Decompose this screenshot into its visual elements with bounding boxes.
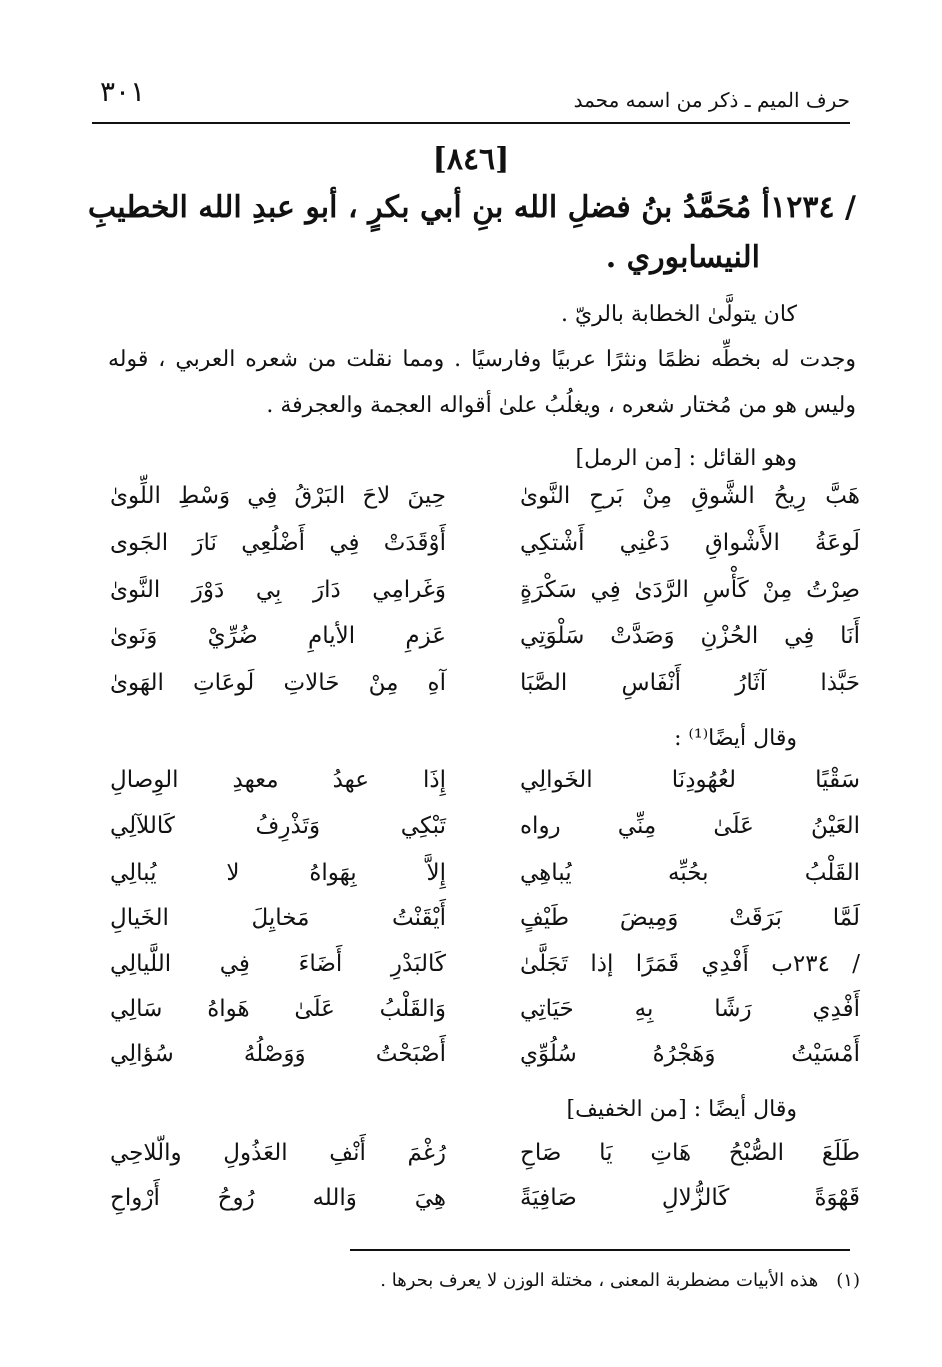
poem-3-intro: وقال أيضًا : [من الخفيف]: [566, 1097, 797, 1122]
entry-number: [٨٤٦]: [432, 142, 510, 177]
header-divider: [92, 122, 850, 124]
poem-2-intro: وقال أيضًا⁽¹⁾ :: [674, 726, 797, 751]
poem-2-verse-5-first-hemistich: / ٢٣٤ب أَفْدِي قَمَرًا إذا تَجَلَّىٰ: [520, 951, 860, 977]
poem-1-verse-3-second-hemistich: وَغَرامِي دَارَ بِي دَوْرَ النَّوىٰ: [110, 577, 446, 603]
paragraph-1: كان يتولَّىٰ الخطابة بالريّ .: [560, 302, 797, 327]
poem-2-verse-7-second-hemistich: أَصْبَحْتُ وَوَصْلُهُ سُؤالِي: [110, 1041, 446, 1067]
poem-3-verse-2-second-hemistich: هِيَ وَالله رُوحُ أَرْواحِ: [110, 1185, 446, 1211]
poem-2-verse-3-second-hemistich: إِلاَّ بِهَواهُ لا يُبالِي: [110, 860, 446, 886]
page-number: ٣٠١: [100, 75, 146, 108]
poem-1-verse-1-second-hemistich: حِينَ لاحَ البَرْقُ فِي وَسْطِ اللِّوىٰ: [110, 483, 446, 509]
poem-1-verse-4-second-hemistich: عَزمِ الأيامِ ضُرِّيْ وَنَوىٰ: [110, 623, 446, 649]
poem-2-verse-2-first-hemistich: العَيْنُ عَلَىٰ مِنِّي رواه: [520, 813, 860, 839]
poem-1-verse-2-second-hemistich: أَوْقَدَتْ فِي أَضْلُعِي نَارَ الجَوى: [110, 530, 446, 556]
footnote-divider: [350, 1249, 850, 1251]
footnote-text: هذه الأبيات مضطربة المعنى ، مختلة الوزن لا يعرف بحرها .: [380, 1270, 819, 1291]
poem-1-verse-3-first-hemistich: صِرْتُ مِنْ كَأْسِ الرَّدَىٰ فِي سَكْرَةٍ: [520, 577, 860, 603]
poem-1-verse-2-first-hemistich: لَوعَةُ الأَشْواقِ دَعْنِي أَشْتكِي: [520, 530, 860, 556]
footnote-marker: (١): [836, 1270, 860, 1291]
running-head: حرف الميم ـ ذكر من اسمه محمد: [573, 88, 850, 112]
poem-1-verse-4-first-hemistich: أَنَا فِي الحُزْنِ وَصَدَّتْ سَلْوَتِي: [520, 623, 860, 649]
poem-2-verse-1-first-hemistich: سَقْيًا لعُهُودِنَا الخَوالِي: [520, 767, 860, 793]
poem-1-verse-1-first-hemistich: هَبَّ رِيحُ الشَّوقِ مِنْ بَرحِ النَّوىٰ: [520, 483, 860, 509]
poem-2-verse-1-second-hemistich: إِذَا عهدُ معهدِ الوِصالِ: [110, 767, 446, 793]
poem-1-verse-5-first-hemistich: حَبَّذا آثَارُ أَنْفَاسِ الصَّبَا: [520, 670, 860, 696]
poem-2-verse-2-second-hemistich: تَبْكِي وَتَذْرِفُ كَاللآلِي: [110, 813, 446, 839]
poem-2-verse-3-first-hemistich: القَلْبُ بحُبِّه يُباهِي: [520, 860, 860, 886]
poem-1-intro: وهو القائل : [من الرمل]: [575, 446, 797, 471]
poem-2-verse-6-second-hemistich: وَالقَلْبُ عَلَىٰ هَواهُ سَالِي: [110, 996, 446, 1022]
poem-2-verse-7-first-hemistich: أَمْسَيْتُ وَهَجْرُهُ سُلُوِّي: [520, 1041, 860, 1067]
entry-title-line1: / ١٢٣٤أ مُحَمَّدُ بنُ فضلِ الله بنِ أبي بكرٍ ، أبو عبدِ الله الخطيبِ: [87, 190, 856, 225]
poem-2-verse-4-first-hemistich: لَمَّا بَرَقَتْ وَمِيضَ طَيْفٍ: [520, 905, 860, 931]
footnote: [380, 1270, 860, 1291]
entry-title-line2: النيسابوري .: [605, 240, 760, 275]
poem-2-verse-5-second-hemistich: كَالبَدْرِ أَضَاءَ فِي اللَّيالِي: [110, 951, 446, 977]
poem-2-verse-4-second-hemistich: أَيْقَنْتُ مَخايِلَ الخَيالِ: [110, 905, 446, 931]
poem-1-verse-5-second-hemistich: آهِ مِنْ حَالاتِ لَوعَاتِ الهَوىٰ: [110, 670, 446, 696]
poem-2-verse-6-first-hemistich: أَفْدِي رَشًا بِهِ حَيَاتِي: [520, 996, 860, 1022]
paragraph-2-line-2: وليس هو من مُختار شعره ، ويغلُبُ علىٰ أقواله العجمة والعجرفة .: [266, 393, 856, 418]
poem-3-verse-2-first-hemistich: قَهْوَةً كَالزُّلالِ صَافِيَةً: [520, 1185, 860, 1211]
poem-3-verse-1-first-hemistich: طَلَعَ الصُّبْحُ هَاتِ يَا صَاحِ: [520, 1140, 860, 1166]
poem-3-verse-1-second-hemistich: رُغْمَ أَنْفِ العَذُولِ والّلاحِي: [110, 1140, 446, 1166]
paragraph-2-line-1: وجدت له بخطِّه نظمًا ونثرًا عربيًا وفارسيًا . ومما نقلت من شعره العربي ، قوله: [108, 347, 856, 372]
